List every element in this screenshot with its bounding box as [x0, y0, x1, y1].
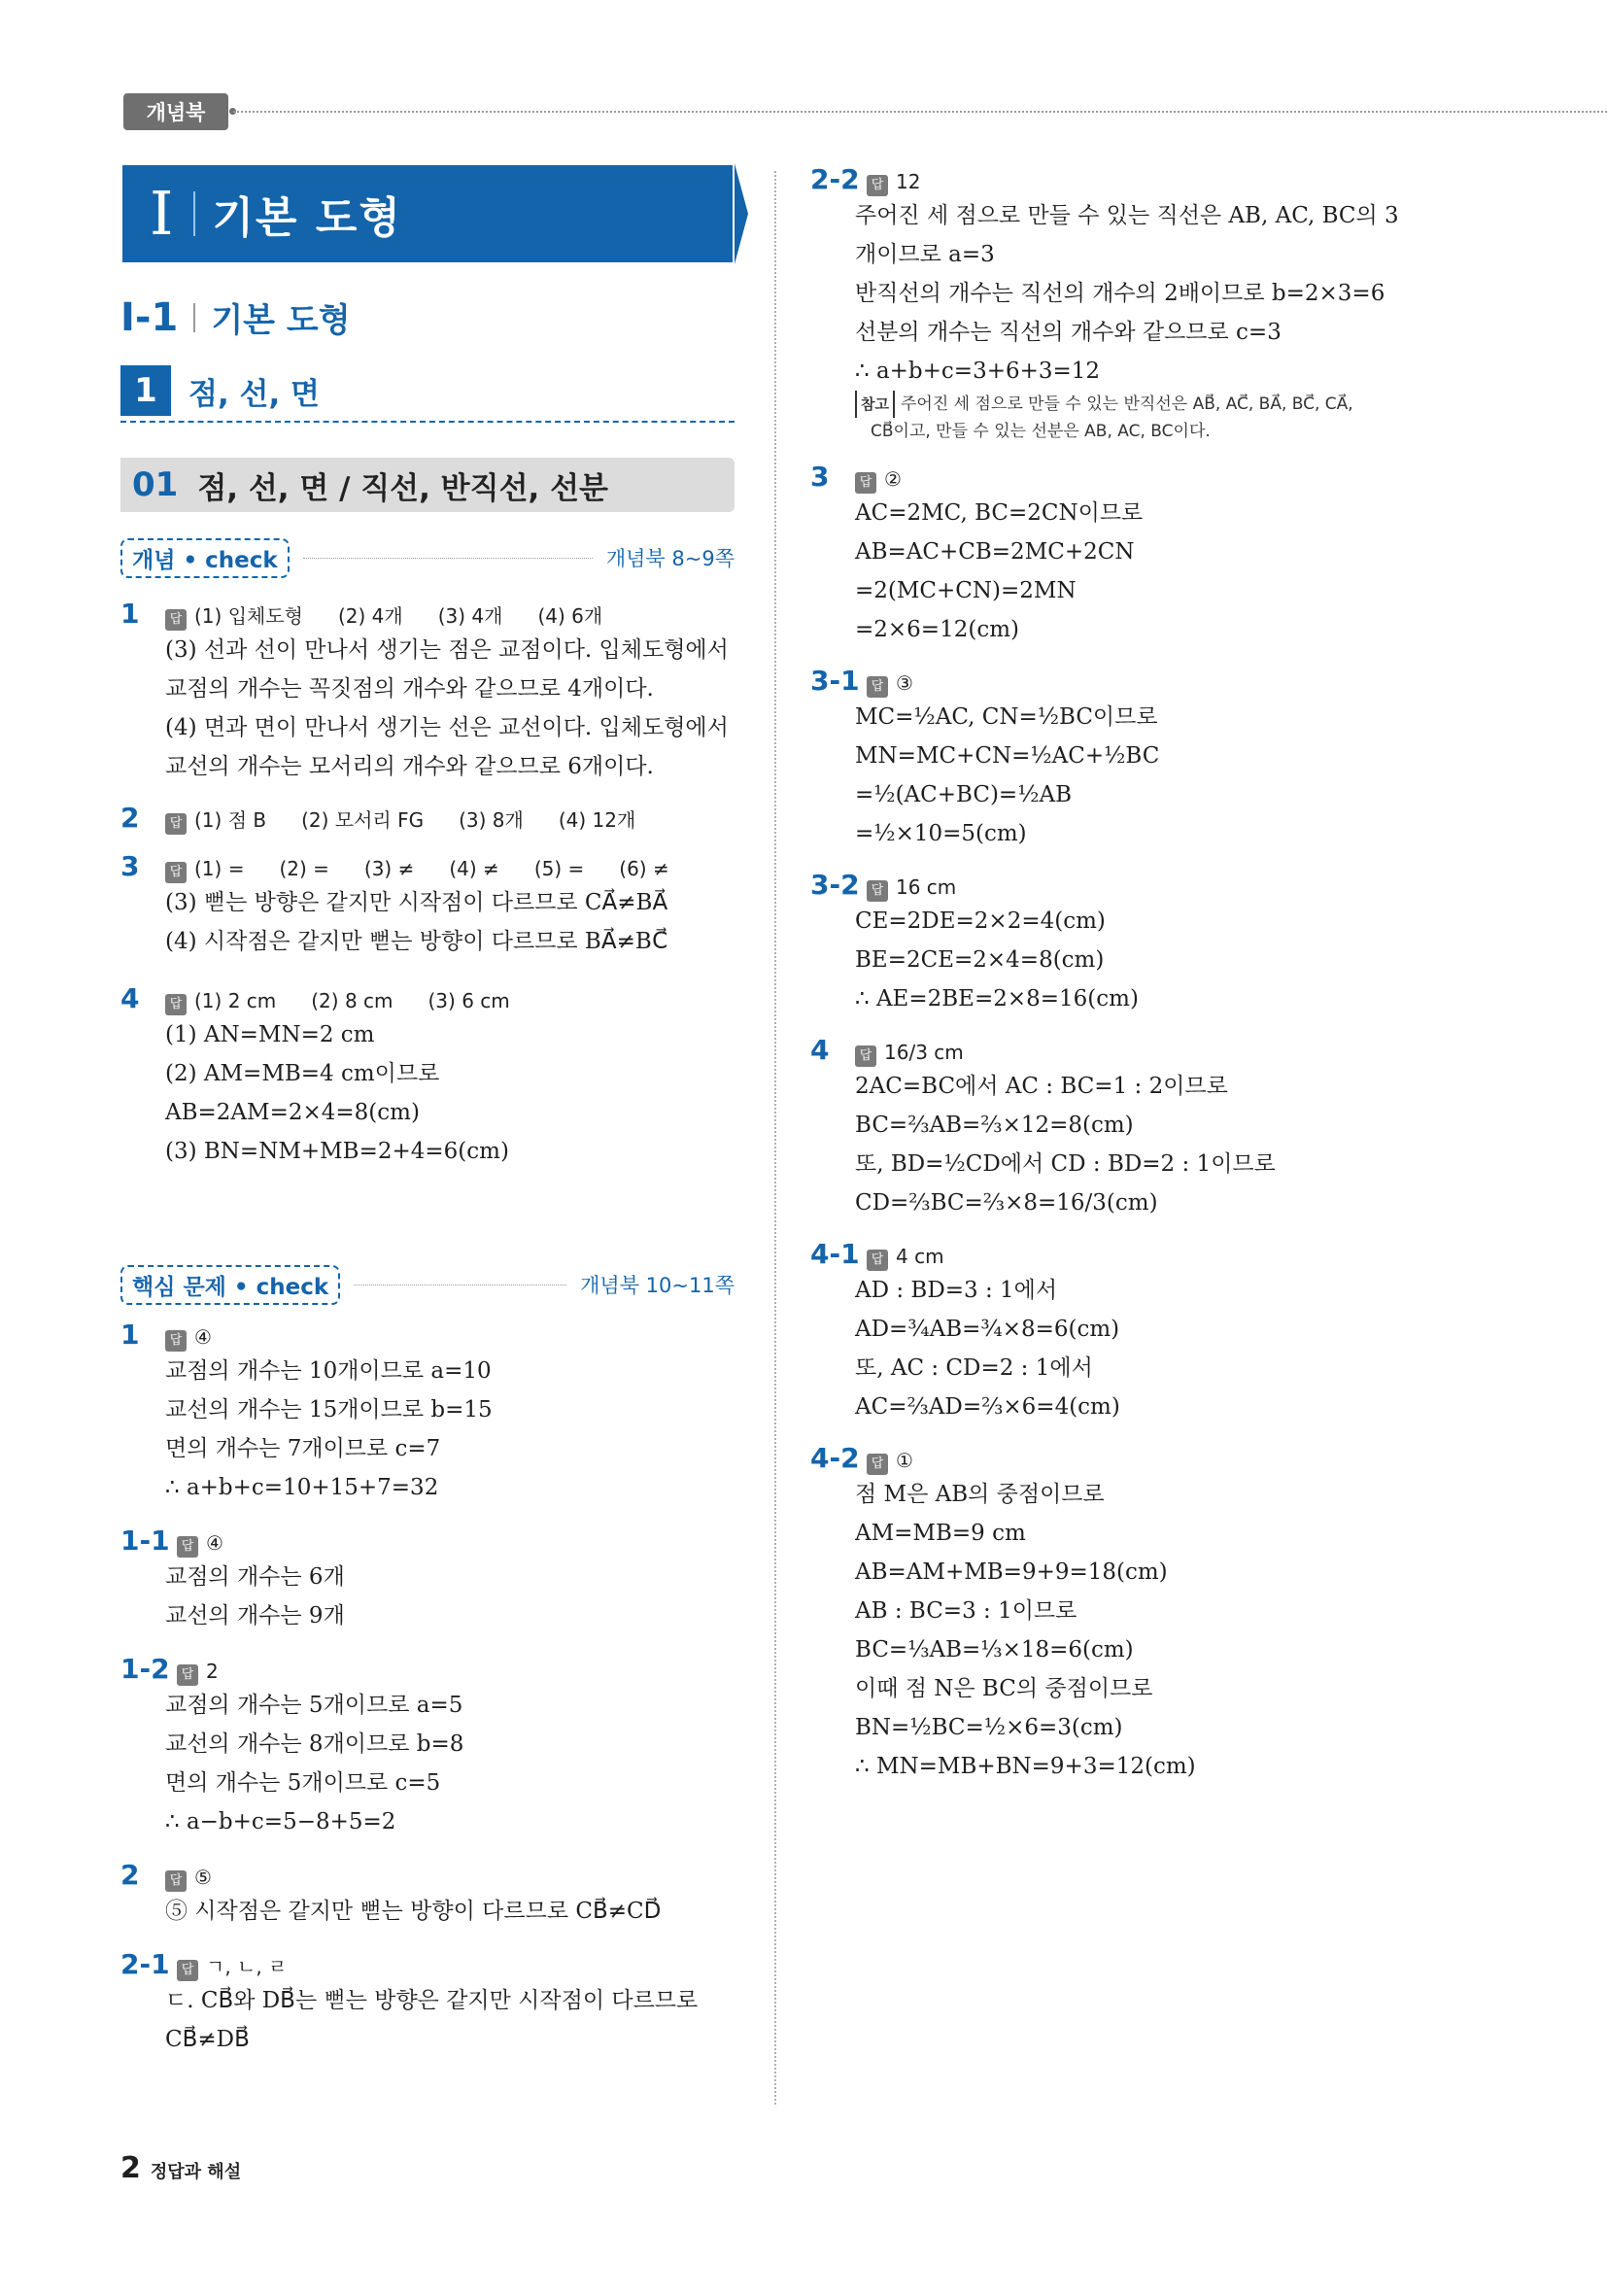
answer-badge-icon: 답: [165, 1870, 187, 1892]
problem-number: 2-2: [810, 163, 860, 195]
answer-item: (6) ≠: [619, 857, 669, 880]
chapter-title: 기본 도형: [212, 193, 402, 243]
solution-line: 교선의 개수는 모서리의 개수와 같으므로 6개이다.: [165, 754, 654, 779]
problem-header: [120, 850, 735, 883]
problem-number: 1: [120, 598, 140, 630]
solution-line: ∴ MN=MB+BN=9+3=12(cm): [855, 1754, 1196, 1779]
note-line: CB⃗이고, 만들 수 있는 선분은 AB, AC, BC이다.: [871, 422, 1211, 441]
right-problems: [810, 163, 1442, 1786]
core-check-ref: 개념북 10~11쪽: [580, 1274, 735, 1297]
problem: [810, 1034, 1442, 1222]
answer-list: [896, 671, 948, 695]
problem-header: [810, 1442, 1442, 1475]
answer-item: (3) 4개: [437, 604, 503, 628]
problem-number: 4: [120, 982, 140, 1014]
solution-line: (4) 시작점은 같지만 뻗는 방향이 다르므로 BA⃗≠BC⃗: [165, 929, 668, 954]
subchapter-number: I-1: [120, 294, 179, 340]
problem: [120, 1525, 735, 1635]
answer-item: (1) =: [194, 857, 245, 880]
answer-list: [194, 989, 545, 1012]
problem-number: 2: [120, 802, 140, 834]
solution-line: 교선의 개수는 8개이므로 b=8: [165, 1731, 464, 1757]
answer-item: 2: [206, 1660, 219, 1683]
solution-line: CB⃗≠DB⃗: [165, 2027, 250, 2052]
answer-item: (1) 2 cm: [194, 989, 277, 1012]
problem: [120, 1319, 735, 1507]
answer-badge-icon: 답: [165, 609, 187, 631]
chapter-divider: [193, 191, 195, 236]
answer-list: [206, 1531, 258, 1555]
solution-line: AM=MB=9 cm: [855, 1521, 1026, 1546]
answer-list: [206, 1660, 254, 1683]
solution-line: ⑤ 시작점은 같지만 뻗는 방향이 다르므로 CB⃗≠CD⃗: [165, 1899, 662, 1924]
answer-item: (3) ≠: [363, 857, 415, 880]
problem-number: 3: [810, 461, 830, 493]
solution-line: AB=AM+MB=9+9=18(cm): [855, 1559, 1168, 1585]
solution-line: 교선의 개수는 15개이므로 b=15: [165, 1397, 493, 1422]
problem: [120, 850, 735, 961]
solution-line: (1) AN=MN=2 cm: [165, 1022, 375, 1047]
answer-item: (1) 입체도형: [194, 604, 303, 628]
solution-line: AB : BC=3 : 1이므로: [855, 1598, 1077, 1624]
section-number: 1: [120, 365, 171, 416]
answer-item: 4 cm: [896, 1245, 944, 1268]
chapter-banner: [120, 163, 735, 264]
answer-list: [194, 857, 704, 880]
answer-badge-icon: 답: [855, 472, 876, 494]
problem-header: [120, 1948, 735, 1981]
solution-line: AC=⅔AD=⅔×6=4(cm): [855, 1394, 1120, 1420]
solution-line: BC=⅔AB=⅔×12=8(cm): [855, 1113, 1134, 1138]
answer-list: [194, 1325, 247, 1349]
answer-item: 16/3 cm: [884, 1041, 964, 1064]
problem-number: 1-2: [120, 1653, 170, 1685]
solution-line: 또, AC : CD=2 : 1에서: [855, 1355, 1093, 1381]
section-tag: 개념북: [123, 93, 228, 130]
answer-badge-icon: 답: [867, 676, 888, 698]
solution-line: 또, BD=½CD에서 CD : BD=2 : 1이므로: [855, 1151, 1276, 1177]
solution-line: 이때 점 N은 BC의 중점이므로: [855, 1676, 1153, 1701]
problem: [810, 665, 1442, 853]
problem-number: 3-2: [810, 869, 860, 901]
answer-list: [896, 1449, 948, 1472]
problem: [810, 1238, 1442, 1426]
problem-number: 4-2: [810, 1442, 860, 1474]
answer-badge-icon: 답: [867, 880, 888, 902]
note-tag: 참고: [855, 391, 895, 418]
concept-check-problems: [120, 598, 735, 1171]
solution-line: 면의 개수는 5개이므로 c=5: [165, 1770, 441, 1796]
subchapter-title: 기본 도형: [211, 301, 351, 340]
problem-header: [120, 802, 735, 835]
answer-item: (4) 12개: [558, 808, 636, 832]
solution-line: =½(AC+BC)=½AB: [855, 782, 1072, 807]
problem-header: [810, 869, 1442, 902]
answer-item: (2) 4개: [337, 604, 403, 628]
subchapter-heading: [120, 293, 735, 341]
answer-badge-icon: 답: [165, 813, 187, 835]
page-footer: [120, 2151, 241, 2185]
solution-line: MC=½AC, CN=½BC이므로: [855, 704, 1158, 730]
problem-header: [120, 982, 735, 1015]
answer-list: [884, 467, 937, 491]
note-text: 주어진 세 점으로 만들 수 있는 반직선은 AB⃗, AC⃗, BA⃗, BC⃗, CA⃗,: [900, 394, 1353, 414]
right-column: [810, 163, 1442, 1786]
problem-header: [120, 1653, 735, 1686]
answer-item: ②: [884, 467, 902, 491]
answer-badge-icon: 답: [165, 1330, 187, 1352]
answer-list: [206, 1951, 322, 1979]
solution-line: =2×6=12(cm): [855, 617, 1019, 642]
answer-badge-icon: 답: [867, 1250, 888, 1271]
problem-number: 3-1: [810, 665, 860, 697]
problem: [810, 163, 1442, 445]
solution-line: BN=½BC=½×6=3(cm): [855, 1715, 1123, 1740]
solution-line: ∴ a+b+c=10+15+7=32: [165, 1475, 439, 1500]
answer-item: (5) =: [533, 857, 585, 880]
answer-item: (3) 8개: [459, 808, 524, 832]
solution-line: (2) AM=MB=4 cm이므로: [165, 1061, 440, 1086]
solution-line: 개이므로 a=3: [855, 242, 995, 267]
answer-badge-icon: 답: [165, 994, 187, 1015]
problem-header: [810, 461, 1442, 494]
answer-list: [896, 1245, 979, 1268]
answer-badge-icon: 답: [855, 1045, 876, 1067]
solution-line: BC=⅓AB=⅓×18=6(cm): [855, 1637, 1134, 1662]
answer-item: ③: [896, 671, 913, 695]
problem: [810, 461, 1442, 649]
problem-number: 3: [120, 850, 140, 882]
solution-line: MN=MC+CN=½AC+½BC: [855, 743, 1160, 769]
problem-header: [120, 598, 735, 631]
column-divider: [774, 171, 776, 2105]
answer-item: (2) =: [279, 857, 329, 880]
header-rule: [233, 111, 1607, 113]
solution-line: 2AC=BC에서 AC : BC=1 : 2이므로: [855, 1074, 1228, 1099]
problem-number: 1-1: [120, 1525, 170, 1557]
concept-check-label: 개념 • check: [120, 538, 290, 578]
problem-header: [810, 163, 1442, 196]
solution-line: AD : BD=3 : 1에서: [855, 1278, 1058, 1303]
problem-header: [120, 1319, 735, 1352]
core-check-label: 핵심 문제 • check: [120, 1265, 340, 1305]
answer-badge-icon: 답: [177, 1536, 198, 1558]
problem: [120, 598, 735, 786]
problem-number: 1: [120, 1319, 140, 1351]
solution-line: =½×10=5(cm): [855, 821, 1027, 846]
answer-item: (3) 6 cm: [427, 989, 510, 1012]
concept-check-ref: 개념북 8~9쪽: [605, 547, 735, 570]
solution-line: 교점의 개수는 5개이므로 a=5: [165, 1693, 463, 1718]
solution-line: (3) 뻗는 방향은 같지만 시작점이 다르므로 CA⃗≠BA⃗: [165, 890, 668, 915]
solution-line: =2(MC+CN)=2MN: [855, 578, 1077, 603]
answer-item: ㄱ, ㄴ, ㄹ: [206, 1955, 288, 1978]
solution-line: AC=2MC, BC=2CN이므로: [855, 500, 1144, 526]
solution-line: CD=⅔BC=⅔×8=16/3(cm): [855, 1190, 1158, 1216]
topic-title: 점, 선, 면 / 직선, 반직선, 선분: [197, 470, 608, 506]
problem-number: 2: [120, 1859, 140, 1891]
problem-header: [810, 665, 1442, 698]
answer-badge-icon: 답: [867, 175, 888, 196]
answer-item: ④: [206, 1531, 223, 1555]
problem: [120, 982, 735, 1171]
solution-line: (4) 면과 면이 만나서 생기는 선은 교선이다. 입체도형에서: [165, 715, 729, 740]
problem-header: [120, 1525, 735, 1558]
topic-heading: [120, 458, 735, 512]
solution-line: ∴ a−b+c=5−8+5=2: [165, 1809, 396, 1834]
solution-line: AB=AC+CB=2MC+2CN: [855, 539, 1135, 565]
check-rule: [303, 558, 593, 559]
solution-line: 점 M은 AB의 중점이므로: [855, 1482, 1105, 1507]
problem-header: [810, 1034, 1442, 1067]
answer-item: (2) 모서리 FG: [301, 808, 425, 832]
footer-label: 정답과 해설: [150, 2162, 242, 2182]
solution-line: ∴ a+b+c=3+6+3=12: [855, 359, 1101, 384]
solution-line: 반직선의 개수는 직선의 개수의 2배이므로 b=2×3=6: [855, 281, 1385, 306]
problem-number: 4: [810, 1034, 830, 1066]
answer-list: [194, 1866, 247, 1889]
problem: [120, 1948, 735, 2059]
solution-line: (3) BN=NM+MB=2+4=6(cm): [165, 1139, 509, 1164]
concept-check-header: [120, 539, 735, 576]
core-check-header: [120, 1266, 735, 1303]
answer-item: 16 cm: [896, 875, 957, 899]
answer-list: [896, 875, 991, 899]
solution-line: CE=2DE=2×2=4(cm): [855, 908, 1106, 934]
problem: [120, 1859, 735, 1931]
solution-line: AB=2AM=2×4=8(cm): [165, 1100, 420, 1125]
problem-header: [810, 1238, 1442, 1271]
left-column: [120, 163, 735, 2059]
section-title: 점, 선, 면: [188, 376, 320, 412]
solution-line: 선분의 개수는 직선의 개수와 같으므로 c=3: [855, 320, 1282, 345]
problem: [120, 1653, 735, 1841]
answer-list: [194, 805, 670, 833]
problem: [120, 802, 735, 835]
solution-line: 주어진 세 점으로 만들 수 있는 직선은 AB, AC, BC의 3: [855, 203, 1399, 228]
solution-line: BE=2CE=2×4=8(cm): [855, 947, 1105, 973]
solution-line: 교점의 개수는 꼭짓점의 개수와 같으므로 4개이다.: [165, 676, 654, 702]
section-heading: [120, 366, 735, 423]
solution-line: AD=¾AB=¾×8=6(cm): [855, 1317, 1120, 1342]
answer-badge-icon: 답: [867, 1454, 888, 1475]
solution-line: ∴ AE=2BE=2×8=16(cm): [855, 986, 1139, 1011]
answer-list: [194, 600, 637, 629]
page-number: 2: [120, 2151, 141, 2185]
solution-line: ㄷ. CB⃗와 DB⃗는 뻗는 방향은 같지만 시작점이 다르므로: [165, 1988, 699, 2013]
answer-list: [896, 170, 955, 193]
answer-item: ①: [896, 1449, 913, 1472]
problem-number: 2-1: [120, 1948, 170, 1980]
solution-line: 교선의 개수는 9개: [165, 1603, 345, 1628]
chapter-number: I: [150, 178, 174, 249]
solution-line: 교점의 개수는 6개: [165, 1564, 345, 1590]
answer-item: (2) 8 cm: [311, 989, 393, 1012]
solution-line: 교점의 개수는 10개이므로 a=10: [165, 1358, 492, 1384]
problem-number: 4-1: [810, 1238, 860, 1270]
core-check-problems: [120, 1319, 735, 2059]
answer-badge-icon: 답: [177, 1664, 198, 1686]
note-line: [810, 391, 1442, 418]
problem: [810, 869, 1442, 1018]
answer-item: (4) 6개: [537, 604, 603, 628]
answer-item: 12: [896, 170, 921, 193]
problem: [810, 1442, 1442, 1786]
answer-item: (4) ≠: [449, 857, 499, 880]
subchapter-divider: [193, 303, 195, 332]
answer-badge-icon: 답: [165, 862, 187, 883]
answer-item: (1) 점 B: [194, 808, 267, 832]
topic-number: 01: [132, 465, 179, 504]
answer-badge-icon: 답: [177, 1960, 198, 1981]
answer-item: ④: [194, 1325, 212, 1349]
solution-line: (3) 선과 선이 만나서 생기는 점은 교점이다. 입체도형에서: [165, 637, 729, 663]
solution-line: 면의 개수는 7개이므로 c=7: [165, 1436, 441, 1461]
answer-list: [884, 1041, 999, 1064]
answer-item: ⑤: [194, 1866, 212, 1889]
problem-header: [120, 1859, 735, 1892]
